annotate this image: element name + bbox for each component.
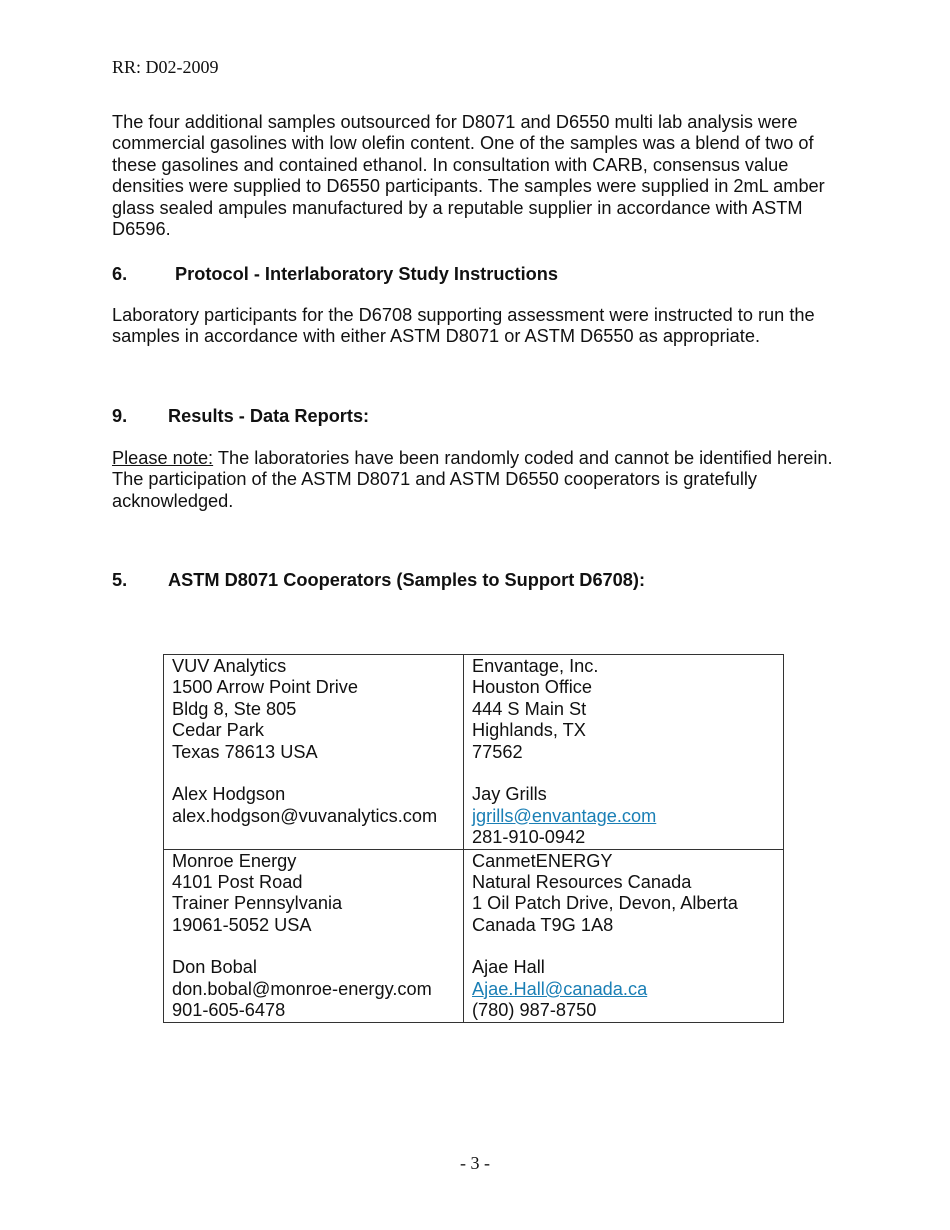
section-9-title: Results - Data Reports: [168, 406, 370, 426]
contact-email: alex.hodgson@vuvanalytics.com [172, 805, 438, 826]
cooperators-table [163, 654, 784, 1023]
section-6-body: Laboratory participants for the D6708 supporting assessment were instructed to run the samples in accordance with either ASTM D8071 or ASTM D6550 as appropriate. [112, 305, 815, 347]
cooperator-canmetenergy [464, 849, 784, 1022]
address-line: 1 Oil Patch Drive, Devon, Alberta [472, 893, 738, 914]
contact-email: don.bobal@monroe-energy.com [172, 978, 432, 999]
address-line: Houston Office [472, 677, 592, 698]
address-line: Highlands, TX [472, 720, 586, 741]
address-line: Trainer Pennsylvania [172, 893, 343, 914]
address-line: Cedar Park [172, 720, 264, 741]
contact-email-link[interactable]: jgrills@envantage.com [472, 805, 657, 826]
section-6-title: Protocol - Interlaboratory Study Instructions [175, 264, 558, 284]
contact-email-link[interactable]: Ajae.Hall@canada.ca [472, 978, 648, 999]
spacer [472, 763, 775, 784]
section-9-note [112, 448, 852, 512]
spacer [172, 936, 455, 957]
spacer [472, 936, 775, 957]
section-6-number: 6. [112, 264, 128, 284]
section-9-heading [112, 405, 369, 427]
address-line: 19061-5052 USA [172, 914, 312, 935]
address-line: Natural Resources Canada [472, 871, 692, 892]
intro-paragraph: The four additional samples outsourced for D8071 and D6550 multi lab analysis were commercial gasolines with low olefin content. One of the samples was a blend of two of these gasolines and contained ethanol. In consultation with CARB, consensus value densities were supplied to D6550 participants. The samples were supplied in 2mL amber glass sealed ampules manufactured by a reputable supplier in accordance with ASTM D6596. [112, 112, 825, 240]
address-line: 4101 Post Road [172, 871, 303, 892]
org-name: CanmetENERGY [472, 850, 613, 871]
note-label: Please note: [112, 448, 214, 468]
address-line: 77562 [472, 741, 523, 762]
address-line: Bldg 8, Ste 805 [172, 698, 297, 719]
org-name: Monroe Energy [172, 850, 297, 871]
table-row [164, 655, 784, 850]
contact-phone: 901-605-6478 [172, 1000, 286, 1021]
note-body: The laboratories have been randomly coded and cannot be identified herein. The participation of the ASTM D8071 and ASTM D6550 cooperators is gratefully acknowledged. [112, 448, 833, 511]
org-name: Envantage, Inc. [472, 656, 599, 676]
cooperator-vuv-analytics [164, 655, 464, 850]
contact-name: Ajae Hall [472, 957, 545, 978]
contact-name: Don Bobal [172, 957, 257, 978]
address-line: Canada T9G 1A8 [472, 914, 614, 935]
contact-phone: 281-910-0942 [472, 827, 586, 848]
table-row [164, 849, 784, 1022]
doc-id-header: RR: D02-2009 [112, 57, 219, 77]
section-9-number: 9. [112, 406, 128, 426]
address-line: Texas 78613 USA [172, 741, 318, 762]
section-5-title: ASTM D8071 Cooperators (Samples to Support D6708): [168, 570, 646, 590]
cooperator-monroe-energy [164, 849, 464, 1022]
section-6-heading [112, 263, 558, 285]
contact-name: Alex Hodgson [172, 784, 286, 805]
contact-phone: (780) 987-8750 [472, 1000, 597, 1021]
contact-name: Jay Grills [472, 784, 547, 805]
address-line: 1500 Arrow Point Drive [172, 677, 359, 698]
org-name: VUV Analytics [172, 656, 287, 676]
section-5-heading [112, 569, 645, 591]
page-number: - 3 - [460, 1153, 490, 1173]
spacer [172, 763, 455, 784]
address-line: 444 S Main St [472, 698, 587, 719]
cooperator-envantage [464, 655, 784, 850]
section-5-number: 5. [112, 570, 128, 590]
